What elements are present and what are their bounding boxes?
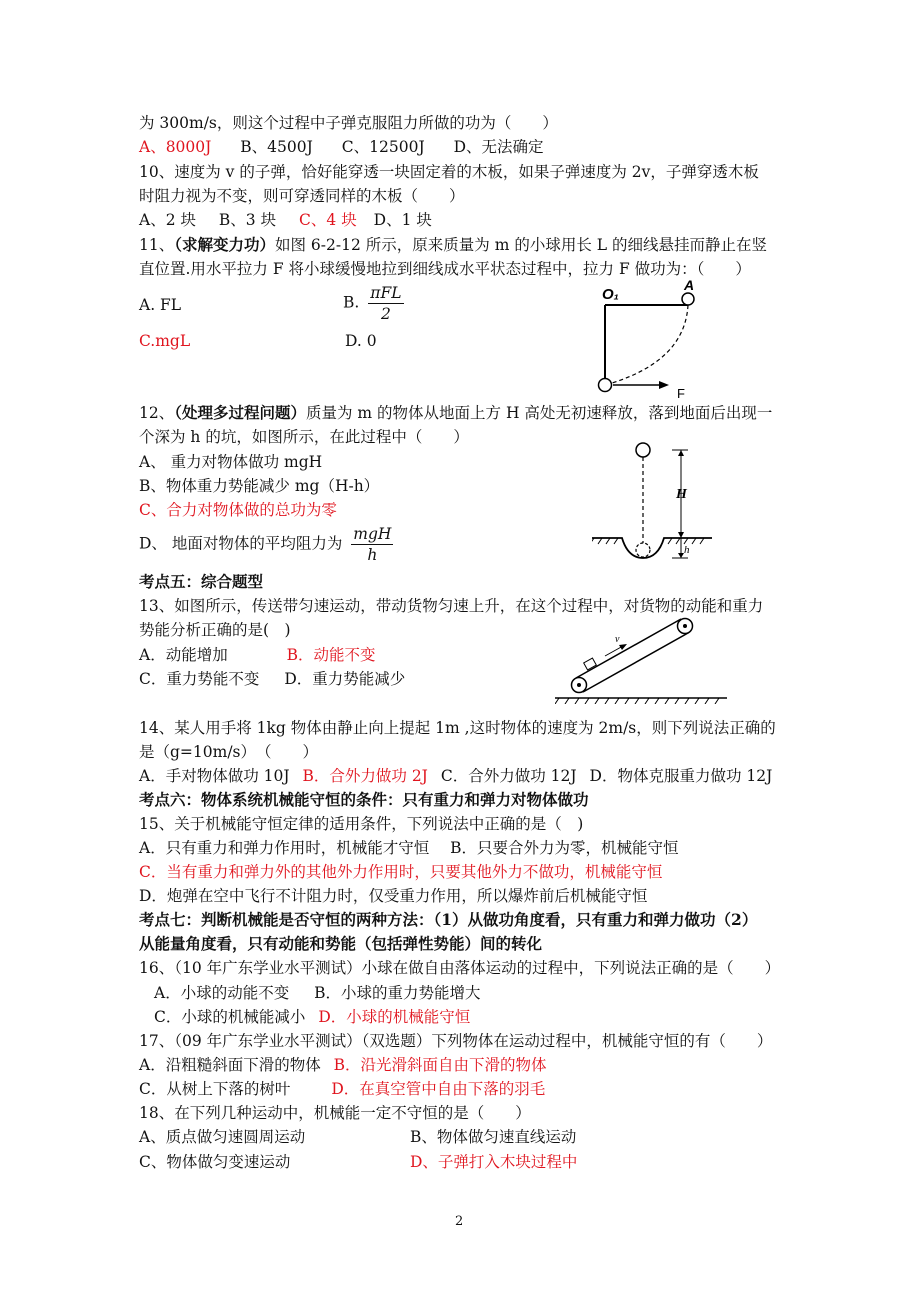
page-number: 2 [455, 1214, 464, 1229]
q12-line1 [139, 403, 772, 423]
q14-option-c: C．合外力做功 12J [440, 767, 577, 785]
q17-option-a: A．沿粗糙斜面下滑的物体 [139, 1056, 321, 1074]
q11-number: 11、 [139, 236, 175, 254]
q13-velocity-arrow [605, 646, 623, 656]
q17-line1: 17、（09 年广东学业水平测试）（双选题）下列物体在运动过程中，机械能守恒的有（ ） [139, 1032, 773, 1050]
q12-number: 12、 [139, 404, 175, 422]
q9-option-a: A、8000J [139, 138, 212, 156]
q17-option-c: C．从树上下落的树叶 [139, 1080, 291, 1098]
q17-option-b: B．沿光滑斜面自由下滑的物体 [333, 1056, 547, 1074]
q14-option-d: D．物体克服重力做功 12J [589, 767, 773, 785]
q11-force-arrowhead [659, 381, 669, 389]
q13-options-row2 [139, 669, 405, 689]
q13-line2: 势能分析正确的是( ) [139, 621, 291, 639]
q13-roller-top-axle [683, 624, 687, 628]
q13-option-d: D．重力势能减少 [284, 670, 406, 688]
q17-option-d: D．在真空管中自由下落的羽毛 [331, 1080, 546, 1098]
q12-option-d-denominator: h [367, 546, 378, 564]
q17-options-row2 [139, 1079, 545, 1099]
q13-belt-top [576, 619, 681, 678]
q12-ball-top [636, 443, 650, 457]
q15-option-c: C．当有重力和弹力外的其他外力作用时，只要其他外力不做功，机械能守恒 [139, 863, 663, 881]
q15-option-d: D．炮弹在空中飞行不计阻力时，仅受重力作用，所以爆炸前后机械能守恒 [139, 887, 648, 905]
q12-text: 质量为 m 的物体从地面上方 H 高处无初速释放，落到地面后出现一 [306, 404, 773, 422]
q13-options-row1 [139, 645, 376, 665]
q13-roller-bottom-axle [577, 683, 581, 687]
q11-option-b-numerator: πFL [370, 284, 402, 302]
q17-options-row1 [139, 1055, 547, 1075]
q14-option-b: B．合外力做功 2J [302, 767, 428, 785]
q13-option-c: C．重力势能不变 [139, 670, 260, 688]
q15-option-b: B．只要合外力为零，机械能守恒 [450, 839, 679, 857]
q12-option-c: C、合力对物体做的总功为零 [139, 501, 337, 519]
q11-ball-top [682, 293, 694, 305]
q13-conveyor-figure [555, 612, 730, 704]
q9-option-c: C、12500J [341, 138, 425, 156]
q11-option-b-label: B. [343, 293, 360, 312]
q12-option-d-fraction [351, 524, 393, 565]
q16-options-row2 [154, 1007, 470, 1027]
q11-option-b-fraction [368, 283, 403, 324]
q14-option-a: A．手对物体做功 10J [139, 767, 290, 785]
q14-options [139, 766, 772, 786]
q15-option-a: A．只有重力和弹力作用时，机械能才守恒 [139, 839, 430, 857]
q18-option-b: B、物体做匀速直线运动 [410, 1128, 577, 1146]
q11-label-o1: O₁ [602, 286, 619, 303]
section-k7-heading-line2: 从能量角度看，只有动能和势能（包括弹性势能）间的转化 [139, 934, 543, 953]
q12-option-b: B、物体重力势能减少 mg（H-h） [139, 477, 380, 495]
q10-option-d: D、1 块 [373, 211, 432, 229]
q11-option-b-denominator: 2 [380, 305, 391, 323]
q11-tag: （求解变力功） [174, 235, 275, 254]
q13-velocity-arrowhead [619, 644, 627, 650]
q13-option-a: A．动能增加 [139, 646, 228, 664]
section-k5-heading: 考点五：综合题型 [139, 572, 264, 591]
q14-line1: 14、某人用手将 1kg 物体由静止向上提起 1m ,这时物体的速度为 2m/s，则下列说法正确的 [139, 719, 776, 737]
q9-option-d: D、无法确定 [453, 138, 544, 156]
q11-label-f: F [677, 386, 685, 400]
q10-options [139, 210, 432, 230]
q16-options-row1 [154, 983, 481, 1003]
q13-ground-hatch [555, 698, 719, 704]
q18-option-a: A、质点做匀速圆周运动 [139, 1128, 306, 1146]
q9-options [139, 137, 544, 157]
q12-label-H: H [676, 487, 687, 502]
q12-option-d [139, 524, 393, 565]
q11-text: 如图 6-2-12 所示，原来质量为 m 的小球用长 L 的细线悬挂而静止在竖 [275, 236, 767, 254]
q12-option-d-numerator: mgH [353, 525, 392, 543]
q10-line1: 10、速度为 v 的子弹，恰好能穿透一块固定着的木板，如果子弹速度为 2v，子弹穿透木板 [139, 163, 759, 181]
q16-option-a: A．小球的动能不变 [154, 984, 290, 1002]
q18-option-d: D、子弹打入木块过程中 [410, 1153, 578, 1171]
q15-line1: 15、关于机械能守恒定律的适用条件，下列说法中正确的是（ ) [139, 815, 584, 833]
q12-ball-bottom [636, 543, 650, 557]
q11-option-a: A. FL [139, 296, 182, 314]
q15-options-row1 [139, 838, 679, 858]
q12-line2: 个深为 h 的坑，如图所示，在此过程中（ ） [139, 428, 469, 446]
q10-option-a: A、2 块 [139, 211, 196, 229]
q11-swing-path [612, 305, 688, 383]
q11-line1 [139, 235, 767, 255]
q18-option-c: C、物体做匀变速运动 [139, 1153, 291, 1171]
q12-label-h: h [684, 544, 690, 556]
q10-line2: 时阻力视为不变，则可穿透同样的木板（ ） [139, 187, 465, 205]
q13-belt-bottom [583, 633, 688, 692]
q11-pendulum-figure [585, 275, 710, 400]
q10-option-b: B、3 块 [218, 211, 277, 229]
section-k6-heading: 考点六：物体系统机械能守恒的条件：只有重力和弹力对物体做功 [139, 790, 589, 809]
q11-option-b [343, 283, 404, 324]
q10-option-c: C、4 块 [299, 211, 357, 229]
q12-option-d-label: D、 地面对物体的平均阻力为 [139, 534, 343, 553]
q12-option-a: A、 重力对物体做功 mgH [139, 453, 323, 471]
q12-tag: （处理多过程问题） [174, 403, 306, 422]
q18-line1: 18、在下列几种运动中，机械能一定不守恒的是（ ） [139, 1104, 531, 1122]
q16-line1: 16、（10 年广东学业水平测试）小球在做自由落体运动的过程中，下列说法正确的是（ ） [139, 959, 781, 977]
q9-stem-tail: 为 300m/s，则这个过程中子弹克服阻力所做的功为（ ） [139, 114, 558, 132]
q13-label-v: v [615, 634, 620, 645]
q11-line2: 直位置.用水平拉力 F 将小球缓慢地拉到细线成水平状态过程中，拉力 F 做功为：（ ） [139, 260, 751, 278]
section-k7-heading-line1: 考点七：判断机械能是否守恒的两种方法：（1）从做功角度看，只有重力和弹力做功（2） [139, 910, 758, 929]
q14-line2: 是（g=10m/s） （ ） [139, 743, 319, 761]
q12-pit-figure [592, 440, 712, 572]
q11-ball-bottom [599, 379, 612, 392]
q9-option-b: B、4500J [240, 138, 313, 156]
q11-option-d: D. 0 [345, 332, 377, 350]
q16-option-d: D．小球的机械能守恒 [318, 1008, 471, 1026]
q11-option-c: C.mgL [139, 332, 191, 350]
q16-option-b: B．小球的重力势能增大 [314, 984, 481, 1002]
q11-label-a: A [684, 277, 695, 293]
q13-option-b: B．动能不变 [286, 646, 376, 664]
q16-option-c: C．小球的机械能减小 [154, 1008, 306, 1026]
q13-line1: 13、如图所示，传送带匀速运动，带动货物匀速上升，在这个过程中，对货物的动能和重力 [139, 597, 764, 615]
